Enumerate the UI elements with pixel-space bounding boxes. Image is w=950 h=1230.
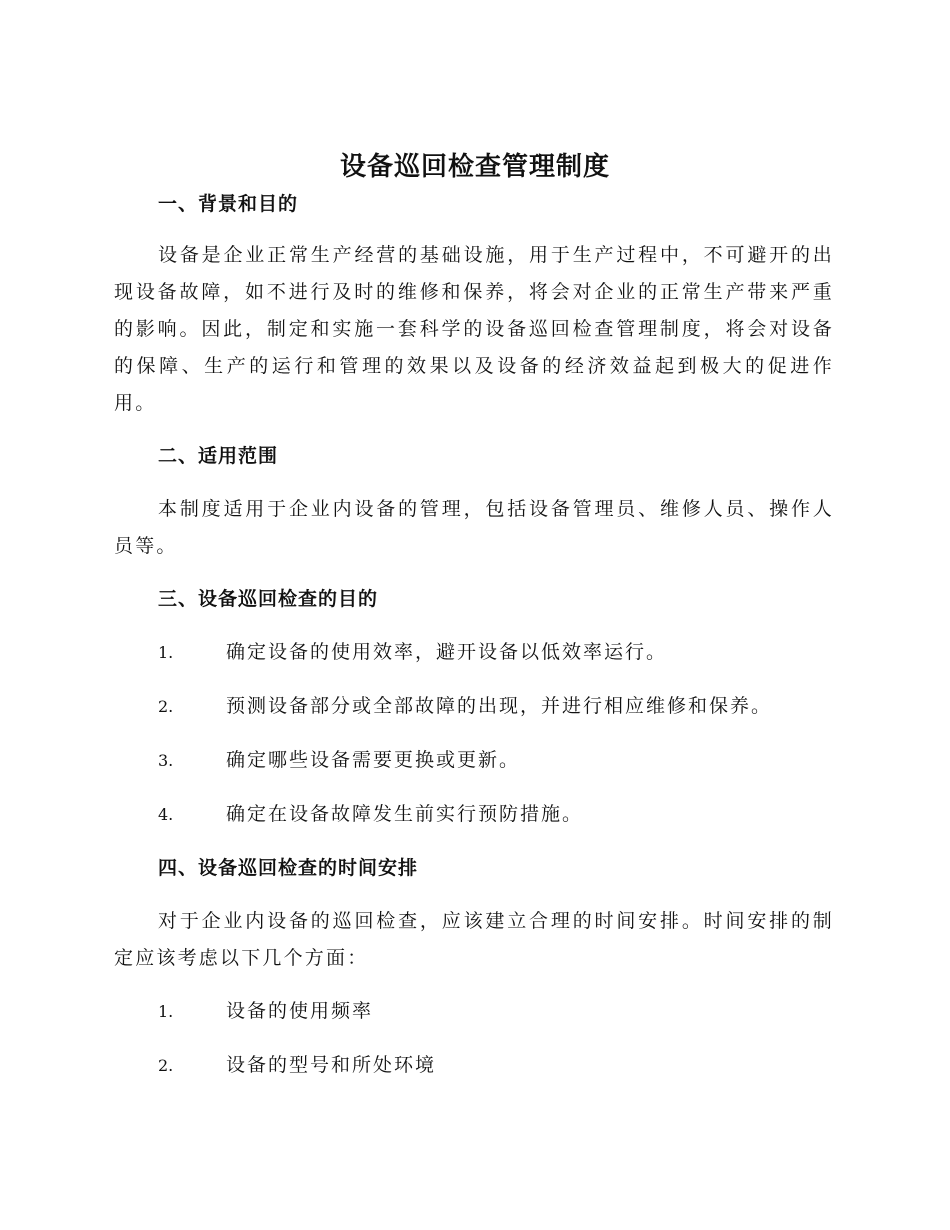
section-heading-background: 一、背景和目的 (158, 193, 299, 215)
list-item (158, 799, 583, 830)
section-paragraph-scope: 本制度适用于企业内设备的管理，包括设备管理员、维修人员、操作人员等。 (114, 498, 834, 557)
list-item (158, 745, 520, 776)
list-item-text: 预测设备部分或全部故障的出现，并进行相应维修和保养。 (226, 695, 773, 717)
list-item-number: 4. (158, 805, 174, 824)
section-heading-purpose: 三、设备巡回检查的目的 (158, 588, 379, 610)
list-item-text: 确定设备的使用效率，避开设备以低效率运行。 (226, 641, 668, 663)
list-item-text: 确定在设备故障发生前实行预防措施。 (226, 803, 584, 825)
section-heading-scope: 二、适用范围 (158, 445, 279, 467)
list-item-text: 设备的型号和所处环境 (226, 1054, 437, 1076)
list-item-number: 2. (158, 697, 174, 716)
list-item-number: 3. (158, 751, 174, 770)
list-item (158, 637, 667, 668)
list-item (158, 996, 373, 1027)
list-item (158, 1050, 436, 1081)
list-item-number: 2. (158, 1056, 174, 1075)
section-paragraph-schedule: 对于企业内设备的巡回检查，应该建立合理的时间安排。时间安排的制定应该考虑以下几个方面： (114, 910, 834, 969)
section-paragraph-background: 设备是企业正常生产经营的基础设施，用于生产过程中，不可避开的出现设备故障，如不进行及时的维修和保养，将会对企业的正常生产带来严重的影响。因此，制定和实施一套科学的设备巡回检查管理制度，将会对设备的保障、生产的运行和管理的效果以及设备的经济效益起到极大的促进作用。 (114, 244, 834, 414)
list-item-text: 设备的使用频率 (226, 1000, 374, 1022)
list-item (158, 691, 772, 722)
list-item-number: 1. (158, 643, 174, 662)
list-item-number: 1. (158, 1002, 174, 1021)
section-heading-schedule: 四、设备巡回检查的时间安排 (158, 857, 419, 879)
document-title: 设备巡回检查管理制度 (339, 152, 610, 182)
list-item-text: 确定哪些设备需要更换或更新。 (226, 749, 521, 771)
